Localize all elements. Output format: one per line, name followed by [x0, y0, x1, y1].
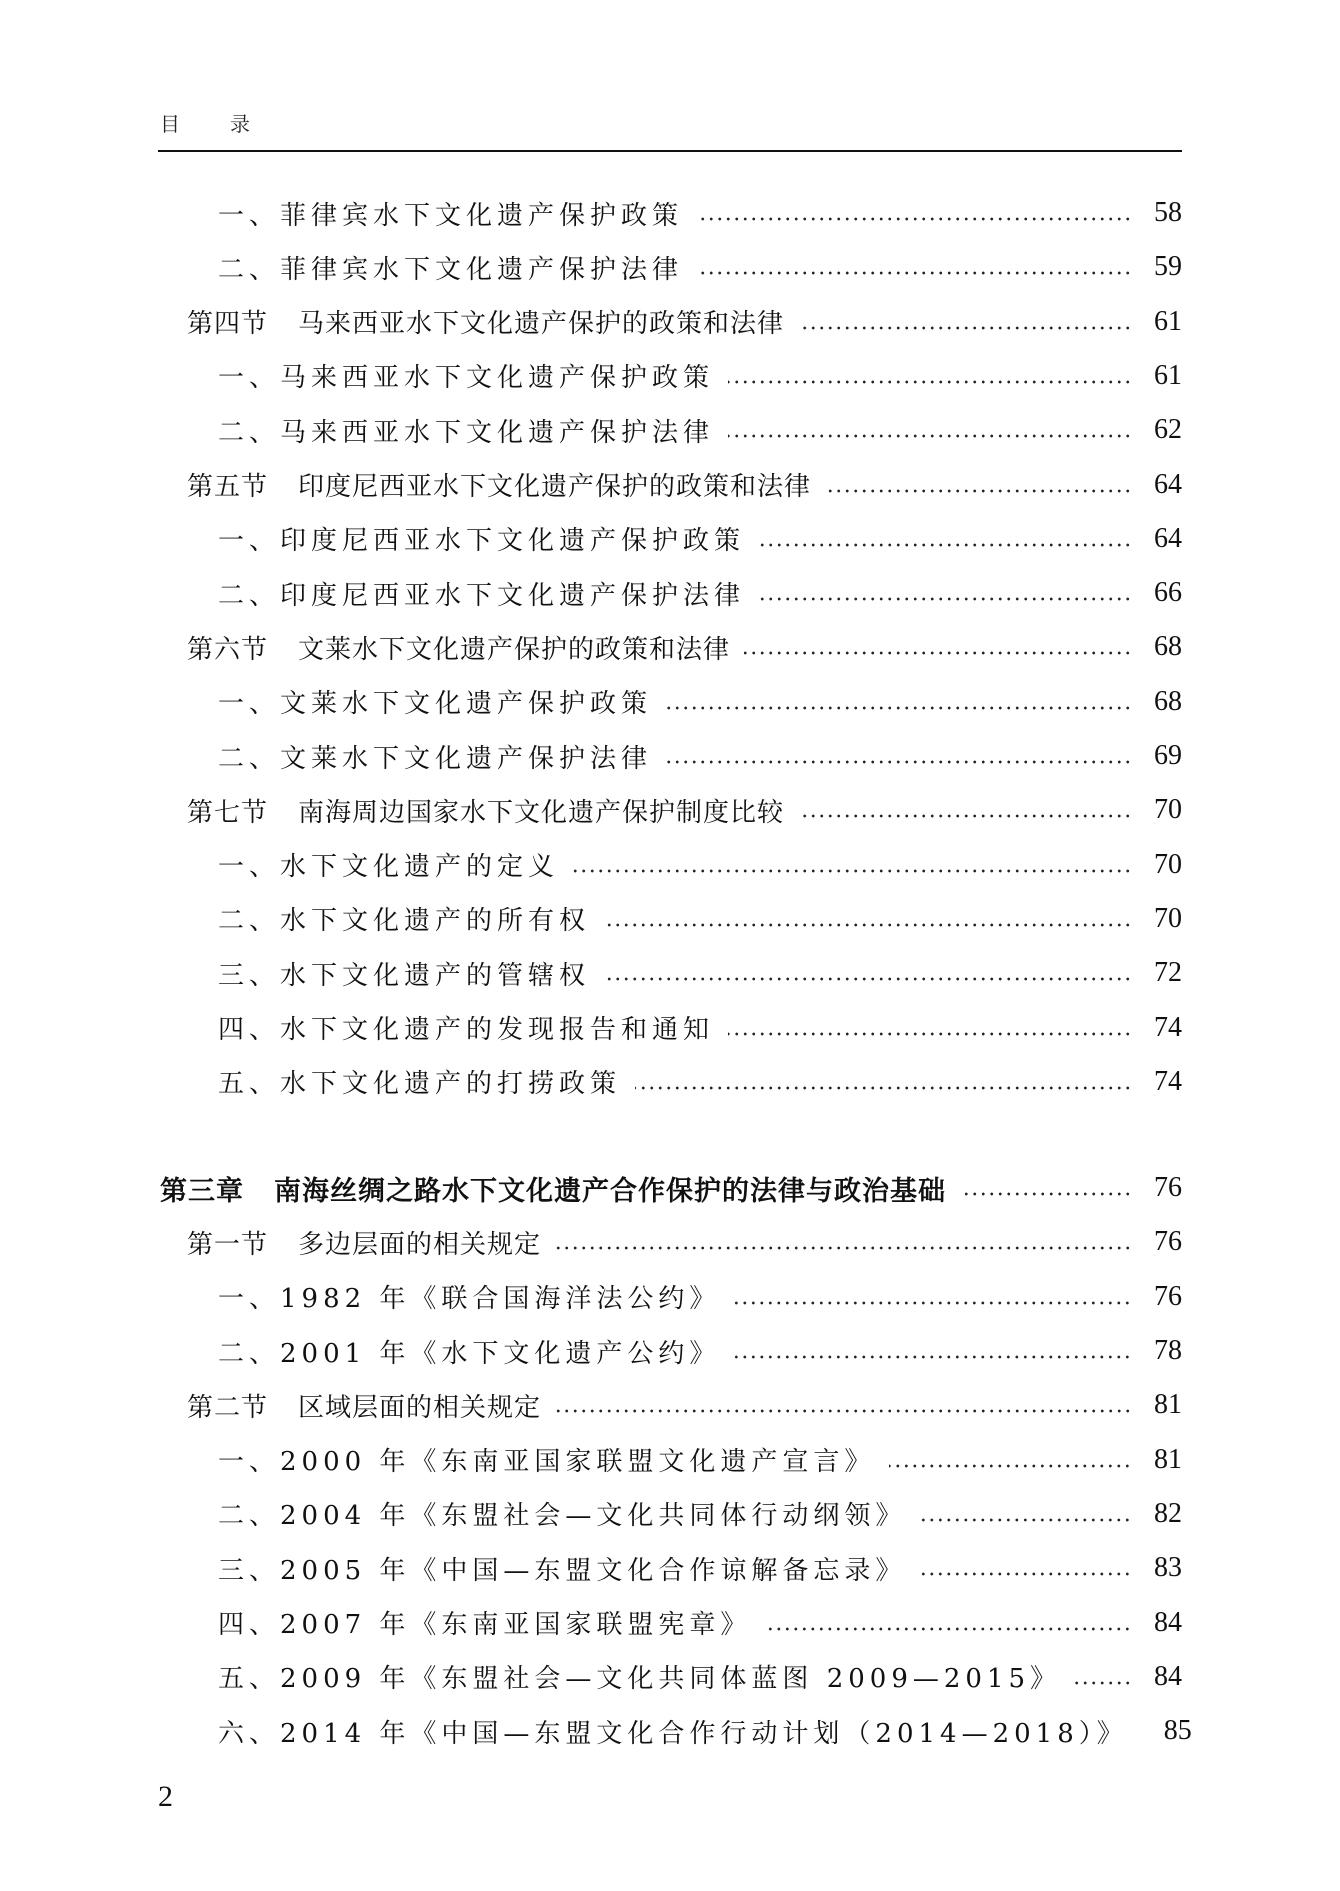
toc-entry-item[interactable]	[218, 573, 1182, 613]
toc-entry-title	[218, 1063, 621, 1100]
toc-entry-page: 70	[1154, 794, 1182, 826]
toc-entry-page: 84	[1154, 1660, 1182, 1692]
dot-leader	[635, 1086, 1132, 1090]
toc-entry-item[interactable]	[218, 1062, 1182, 1102]
dot-leader	[759, 597, 1132, 601]
toc-entry-page: 68	[1154, 685, 1182, 717]
dot-leader	[555, 1409, 1132, 1413]
toc-entry-item[interactable]	[218, 193, 1182, 233]
dot-leader	[555, 1246, 1132, 1250]
toc-entry-item[interactable]	[218, 1440, 1182, 1480]
toc-entry-label: 一、菲律宾水下文化遗产保护政策	[218, 200, 684, 231]
toc-entry-number: 第二节	[187, 1392, 269, 1423]
toc-entry-page: 76	[1154, 1172, 1182, 1204]
dot-leader	[697, 217, 1132, 221]
toc-entry-item[interactable]	[218, 736, 1182, 776]
dot-leader	[728, 434, 1132, 438]
page-number: 2	[158, 1780, 173, 1813]
toc-entry-page: 70	[1154, 902, 1182, 934]
dot-leader	[765, 1627, 1132, 1631]
toc-entry-item[interactable]	[218, 356, 1182, 396]
toc-entry-label: 印度尼西亚水下文化遗产保护的政策和法律	[298, 472, 812, 502]
toc-entry-title	[218, 1604, 751, 1641]
dot-leader	[798, 814, 1132, 818]
toc-entry-page: 81	[1154, 1443, 1182, 1475]
toc-entry-title	[218, 1278, 720, 1315]
toc-entry-item[interactable]	[218, 410, 1182, 450]
toc-entry-chapter[interactable]	[160, 1168, 1182, 1208]
dot-leader	[604, 977, 1132, 981]
toc-entry-number: 第七节	[187, 797, 269, 828]
toc-entry-section[interactable]	[187, 465, 1182, 505]
toc-entry-title	[160, 1169, 946, 1208]
toc-entry-number: 第六节	[187, 634, 269, 665]
toc-entry-label: 五、2009 年《东盟社会—文化共同体蓝图 2009—2015》	[218, 1664, 1062, 1695]
dot-leader	[666, 760, 1132, 764]
toc-entry-title	[218, 1550, 906, 1587]
toc-entry-page: 84	[1154, 1606, 1182, 1638]
dot-leader	[960, 1192, 1132, 1196]
toc-entry-title	[218, 1009, 714, 1046]
toc-entry-label: 六、2014 年《中国—东盟文化合作行动计划（2014—2018）》	[218, 1718, 1128, 1749]
toc-entry-label: 南海周边国家水下文化遗产保护制度比较	[298, 797, 785, 828]
toc-entry-item[interactable]	[218, 1603, 1182, 1643]
toc-entry-page: 76	[1154, 1226, 1182, 1258]
toc-entry-page: 64	[1154, 522, 1182, 554]
toc-entry-label: 一、2000 年《东南亚国家联盟文化遗产宣言》	[218, 1447, 876, 1478]
toc-entry-item[interactable]	[218, 682, 1182, 722]
toc-entry-title	[218, 738, 652, 775]
toc-entry-page: 69	[1154, 740, 1182, 771]
toc-entry-number: 第五节	[187, 472, 269, 502]
toc-entry-title	[218, 249, 683, 286]
toc-entry-page: 59	[1154, 251, 1182, 283]
toc-entry-item[interactable]	[218, 519, 1182, 559]
toc-entry-title	[218, 1658, 1061, 1695]
header-rule	[158, 150, 1182, 152]
toc-entry-title	[218, 1441, 875, 1478]
toc-entry-section[interactable]	[187, 790, 1182, 830]
dot-leader	[697, 271, 1132, 275]
toc-entry-title	[187, 792, 784, 829]
dot-leader	[920, 1572, 1132, 1576]
toc-entry-label: 五、水下文化遗产的打捞政策	[218, 1069, 622, 1100]
toc-entry-item[interactable]	[218, 845, 1182, 885]
dot-leader	[728, 380, 1132, 384]
toc-entry-page: 70	[1154, 848, 1182, 880]
toc-entry-item[interactable]	[218, 1494, 1182, 1534]
toc-entry-label: 三、2005 年《中国—东盟文化合作谅解备忘录》	[218, 1555, 907, 1586]
dot-leader	[573, 869, 1132, 873]
toc-entry-title	[218, 846, 559, 883]
toc-entry-label: 文莱水下文化遗产保护的政策和法律	[298, 634, 731, 665]
dot-leader	[734, 1355, 1132, 1359]
dot-leader	[920, 1518, 1132, 1522]
toc-entry-title	[218, 1333, 720, 1370]
toc-entry-title	[187, 1224, 541, 1261]
toc-entry-label: 一、文莱水下文化遗产保护政策	[218, 689, 653, 720]
toc-entry-title	[218, 575, 745, 612]
toc-entry-title	[218, 1713, 1128, 1750]
toc-entry-item[interactable]	[218, 1548, 1182, 1588]
toc-entry-label: 二、马来西亚水下文化遗产保护法律	[218, 417, 715, 448]
dot-leader	[728, 1032, 1132, 1036]
dot-leader	[604, 923, 1132, 927]
toc-entry-item[interactable]	[218, 1711, 1192, 1751]
toc-entry-label: 四、2007 年《东南亚国家联盟宪章》	[218, 1610, 752, 1640]
dot-leader	[798, 326, 1132, 330]
toc-entry-label: 区域层面的相关规定	[298, 1392, 542, 1423]
dot-leader	[825, 489, 1132, 493]
toc-entry-label: 马来西亚水下文化遗产保护的政策和法律	[298, 309, 785, 340]
toc-entry-section[interactable]	[187, 627, 1182, 667]
toc-entry-page: 68	[1154, 631, 1182, 663]
toc-entry-title	[218, 195, 683, 232]
toc-entry-title	[218, 1495, 906, 1532]
toc-entry-page: 61	[1154, 359, 1182, 391]
header-text-lu: 录	[230, 112, 250, 136]
toc-entry-section[interactable]	[187, 302, 1182, 342]
toc-entry-label: 一、1982 年《联合国海洋法公约》	[218, 1284, 721, 1315]
toc-entry-label: 多边层面的相关规定	[298, 1229, 542, 1260]
toc-entry-label: 一、马来西亚水下文化遗产保护政策	[218, 363, 715, 394]
running-header	[160, 108, 1182, 138]
toc-entry-page: 85	[1163, 1715, 1192, 1747]
toc-entry-label: 二、文莱水下文化遗产保护法律	[218, 743, 653, 774]
toc-entry-number: 第一节	[187, 1229, 269, 1260]
toc-entry-label: 南海丝绸之路水下文化遗产合作保护的法律与政治基础	[274, 1175, 946, 1207]
dot-leader	[744, 651, 1132, 655]
dot-leader	[734, 1301, 1132, 1305]
toc-entry-title	[218, 683, 652, 720]
toc-entry-page: 83	[1154, 1552, 1182, 1584]
toc-entry-title	[187, 1387, 541, 1424]
toc-entry-label: 三、水下文化遗产的管辖权	[218, 960, 591, 991]
toc-entry-section[interactable]	[187, 1385, 1182, 1425]
toc-entry-title	[218, 520, 745, 557]
toc-entry-label: 二、2004 年《东盟社会—文化共同体行动纲领》	[218, 1501, 907, 1532]
toc-entry-label: 一、印度尼西亚水下文化遗产保护政策	[218, 526, 746, 557]
toc-entry-title	[187, 466, 811, 503]
toc-entry-label: 四、水下文化遗产的发现报告和通知	[218, 1015, 715, 1045]
toc-entry-title	[218, 900, 590, 937]
toc-entry-section[interactable]	[187, 1222, 1182, 1262]
dot-leader	[759, 543, 1132, 547]
toc-entry-item[interactable]	[218, 247, 1182, 287]
header-text-mu: 目	[160, 112, 180, 136]
toc-entry-page: 82	[1154, 1497, 1182, 1529]
dot-leader	[889, 1464, 1132, 1468]
toc-entry-title	[218, 357, 714, 394]
toc-entry-page: 64	[1154, 468, 1182, 500]
toc-entry-title	[218, 412, 714, 449]
toc-entry-item[interactable]	[218, 953, 1182, 993]
toc-entry-page: 74	[1154, 1065, 1182, 1097]
toc-entry-title	[187, 629, 730, 666]
toc-entry-page: 62	[1154, 414, 1182, 446]
toc-entry-page: 61	[1154, 305, 1182, 337]
toc-entry-page: 72	[1154, 957, 1182, 989]
dot-leader	[666, 706, 1132, 710]
toc-entry-label: 一、水下文化遗产的定义	[218, 852, 560, 883]
toc-entry-page: 58	[1154, 197, 1182, 228]
toc-entry-item[interactable]	[218, 1008, 1182, 1048]
toc-entry-page: 81	[1154, 1389, 1182, 1421]
toc-entry-title	[187, 303, 784, 340]
toc-entry-label: 二、2001 年《水下文化遗产公约》	[218, 1338, 721, 1369]
toc-entry-page: 76	[1154, 1280, 1182, 1312]
toc-entry-label: 二、印度尼西亚水下文化遗产保护法律	[218, 580, 746, 611]
toc-entry-label: 二、水下文化遗产的所有权	[218, 906, 591, 937]
toc-entry-number: 第四节	[187, 309, 269, 340]
toc-entry-item[interactable]	[218, 1657, 1182, 1697]
toc-entry-label: 二、菲律宾水下文化遗产保护法律	[218, 254, 684, 285]
toc-entry-page: 74	[1154, 1011, 1182, 1043]
toc-entry-item[interactable]	[218, 1331, 1182, 1371]
toc-entry-page: 66	[1154, 577, 1182, 609]
dot-leader	[1075, 1681, 1132, 1685]
toc-entry-item[interactable]	[218, 899, 1182, 939]
toc-entry-page: 78	[1154, 1335, 1182, 1366]
toc-entry-number: 第三章	[160, 1175, 244, 1207]
toc-entry-title	[218, 955, 590, 992]
toc-entry-item[interactable]	[218, 1277, 1182, 1317]
